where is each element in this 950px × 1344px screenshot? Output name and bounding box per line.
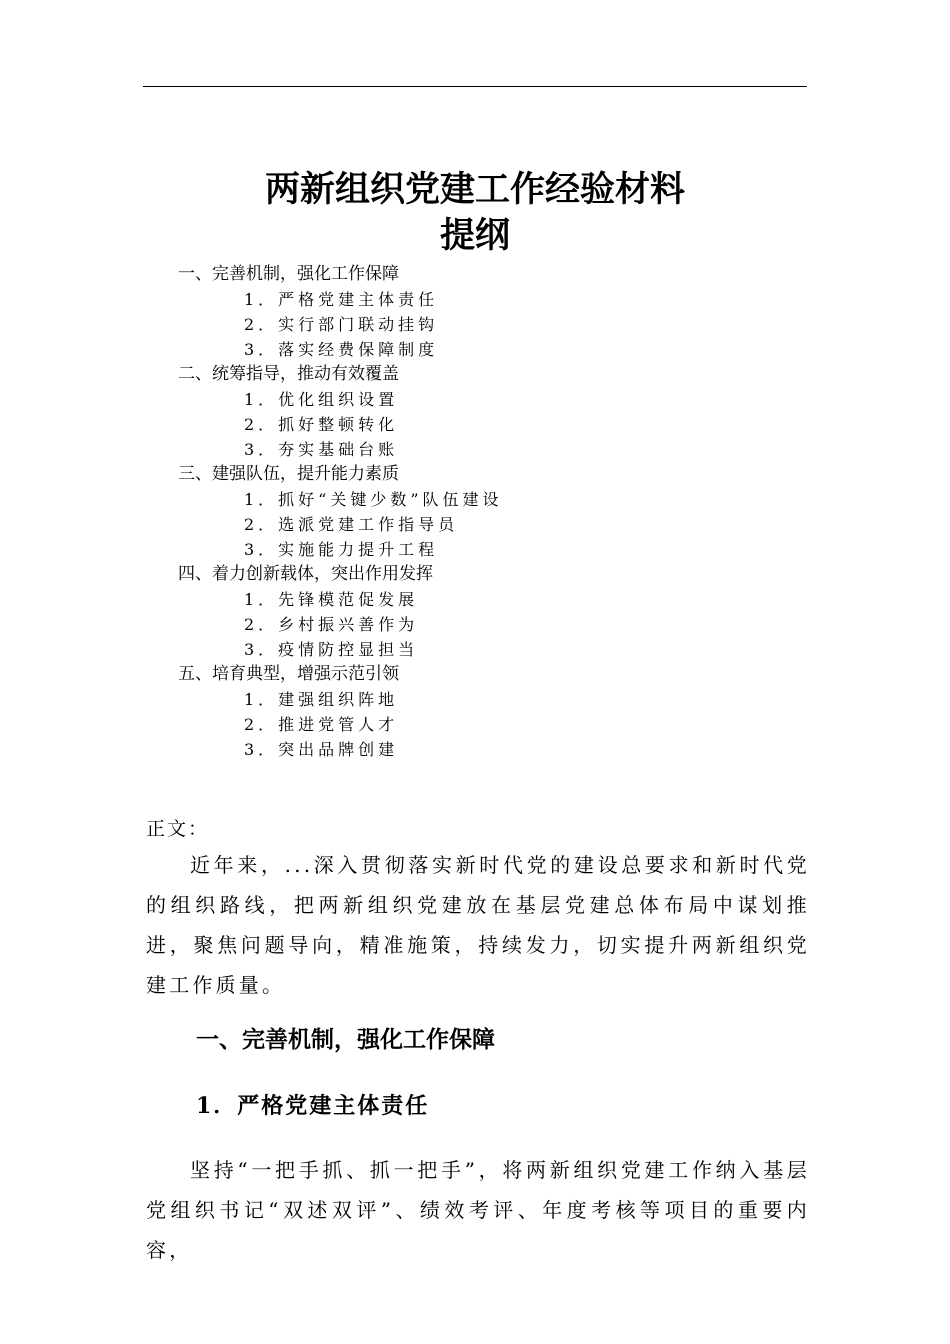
header-rule [143, 86, 807, 87]
outline-section [0, 462, 950, 562]
outline-item: 3．夯实基础台账 [244, 440, 399, 459]
outline [0, 262, 950, 762]
document-subtitle: 提纲 [439, 216, 510, 256]
outline-section [0, 662, 950, 762]
outline-item: 2．乡村振兴善作为 [244, 615, 419, 634]
outline-heading: 五、培育典型，增强示范引领 [178, 664, 399, 684]
body-label: 正文： [146, 818, 210, 840]
section-heading: 一、完善机制，强化工作保障 [196, 1027, 495, 1053]
outline-heading: 三、建强队伍，提升能力素质 [178, 464, 399, 484]
outline-item: 3．突出品牌创建 [244, 740, 399, 759]
outline-item: 1．优化组织设置 [244, 390, 399, 409]
body-paragraph: 坚持“一把手抓、抓一把手”，将两新组织党建工作纳入基层党组织书记“双述双评”、绩效考评、年度考核等项目的重要内容， [146, 1158, 810, 1262]
outline-item: 1．抓好“关键少数”队伍建设 [244, 490, 503, 509]
outline-heading: 一、完善机制，强化工作保障 [178, 264, 399, 284]
outline-heading: 四、着力创新载体，突出作用发挥 [178, 564, 433, 584]
outline-item: 1．先锋模范促发展 [244, 590, 419, 609]
intro-paragraph: 近年来，...深入贯彻落实新时代党的建设总要求和新时代党的组织路线，把两新组织党建放在基层党建总体布局中谋划推进，聚焦问题导向，精准施策，持续发力，切实提升两新组织党建工作质量。 [146, 853, 810, 997]
outline-heading: 二、统筹指导，推动有效覆盖 [178, 364, 399, 384]
document-title: 两新组织党建工作经验材料 [264, 170, 685, 210]
outline-item: 2．选派党建工作指导员 [244, 515, 459, 534]
outline-section [0, 562, 950, 662]
outline-item: 2．实行部门联动挂钩 [244, 315, 439, 334]
outline-item: 1．建强组织阵地 [244, 690, 399, 709]
outline-item: 3．疫情防控显担当 [244, 640, 419, 659]
outline-item: 2．推进党管人才 [244, 715, 399, 734]
outline-item: 3．落实经费保障制度 [244, 340, 439, 359]
outline-item: 1．严格党建主体责任 [244, 290, 439, 309]
outline-section [0, 262, 950, 362]
subsection-heading: 1．严格党建主体责任 [196, 1093, 430, 1119]
outline-item: 2．抓好整顿转化 [244, 415, 399, 434]
outline-section [0, 362, 950, 462]
outline-item: 3．实施能力提升工程 [244, 540, 439, 559]
